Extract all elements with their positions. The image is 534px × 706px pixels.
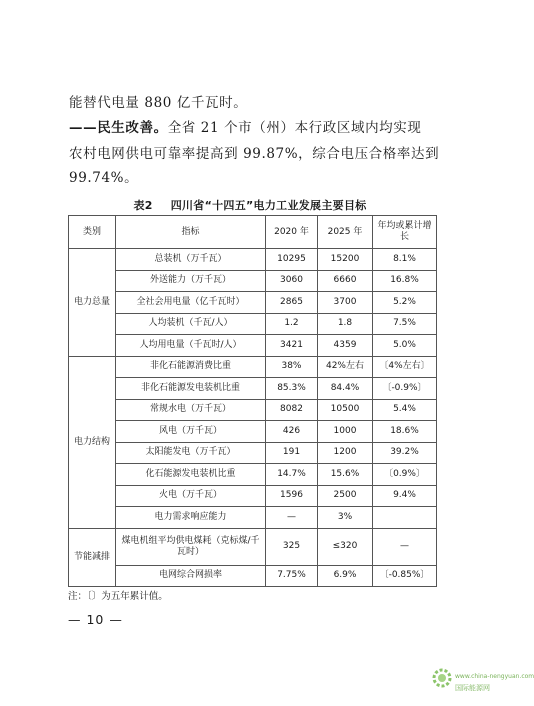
table-row [69,270,437,292]
growth-cell: 5.4% [373,399,437,421]
table-caption-title: 四川省“十四五”电力工业发展主要目标 [170,199,367,212]
table-row [69,335,437,357]
value-2025-cell: 1.8 [318,313,373,335]
growth-cell: 9.4% [373,485,437,507]
value-2025-cell: 3700 [318,292,373,314]
table-row [69,292,437,314]
growth-cell: 〔-0.9%〕 [373,378,437,400]
value-2025-cell: 3% [318,507,373,529]
growth-cell: 16.8% [373,270,437,292]
indicator-cell: 电网综合网损率 [116,565,266,587]
growth-cell: 5.0% [373,335,437,357]
header-2025: 2025 年 [318,216,373,249]
header-indicator: 指标 [116,216,266,249]
watermark-url: www.china-nengyuan.com [455,673,534,680]
category-cell: 电力总量 [69,249,116,357]
value-2025-cell: 1000 [318,421,373,443]
table-row [69,378,437,400]
indicator-cell: 煤电机组平均供电煤耗（克标煤/千瓦时） [116,528,266,565]
value-2025-cell: 1200 [318,442,373,464]
paragraph-line-3: 农村电网供电可靠率提高到 99.87%，综合电压合格率达到 [69,146,440,162]
value-2025-cell: 6660 [318,270,373,292]
paragraph-line-1: 能替代电量 880 亿千瓦时。 [69,95,248,111]
value-2020-cell: 14.7% [266,464,318,486]
paragraph-line-2 [69,118,421,138]
value-2025-cell: 2500 [318,485,373,507]
indicator-cell: 总装机（万千瓦） [116,249,266,271]
value-2025-cell: 15200 [318,249,373,271]
watermark-name: 国际能源网 [455,684,490,692]
indicator-cell: 太阳能发电（万千瓦） [116,442,266,464]
people-livelihood-heading: ——民生改善。 [69,120,168,136]
page-number: — 10 — [68,612,123,627]
indicator-cell: 常规水电（万千瓦） [116,399,266,421]
table-row [69,421,437,443]
growth-cell: 〔0.9%〕 [373,464,437,486]
indicator-cell: 非化石能源发电装机比重 [116,378,266,400]
indicator-cell: 全社会用电量（亿千瓦时） [116,292,266,314]
value-2020-cell: 325 [266,528,318,565]
value-2020-cell: — [266,507,318,529]
indicator-cell: 外送能力（万千瓦） [116,270,266,292]
value-2025-cell: 84.4% [318,378,373,400]
growth-cell: 〔-0.85%〕 [373,565,437,587]
indicator-cell: 非化石能源消费比重 [116,356,266,378]
table-row [69,507,437,529]
value-2020-cell: 38% [266,356,318,378]
table-header-row [69,216,437,249]
table-row [69,399,437,421]
table-row [69,464,437,486]
growth-cell: 5.2% [373,292,437,314]
indicator-cell: 火电（万千瓦） [116,485,266,507]
growth-cell: 8.1% [373,249,437,271]
growth-cell: 7.5% [373,313,437,335]
value-2020-cell: 7.75% [266,565,318,587]
value-2020-cell: 1.2 [266,313,318,335]
value-2025-cell: 15.6% [318,464,373,486]
value-2020-cell: 2865 [266,292,318,314]
indicator-cell: 化石能源发电装机比重 [116,464,266,486]
value-2025-cell: 6.9% [318,565,373,587]
growth-cell: 39.2% [373,442,437,464]
indicator-cell: 人均装机（千瓦/人） [116,313,266,335]
header-growth: 年均或累计增长 [373,216,437,249]
header-2020: 2020 年 [266,216,318,249]
table-row [69,356,437,378]
value-2020-cell: 10295 [266,249,318,271]
value-2025-cell: 42%左右 [318,356,373,378]
table-row [69,565,437,587]
paragraph-line-2-text: 全省 21 个市（州）本行政区域内均实现 [167,120,422,136]
indicator-cell: 风电（万千瓦） [116,421,266,443]
table-row [69,249,437,271]
table-row [69,442,437,464]
table-row [69,485,437,507]
value-2020-cell: 191 [266,442,318,464]
category-cell: 电力结构 [69,356,116,528]
category-cell: 节能减排 [69,528,116,587]
table-caption-number: 表2 [133,199,153,212]
growth-cell: 18.6% [373,421,437,443]
targets-table [68,215,437,587]
header-category: 类别 [69,216,116,249]
table-note: 注：〔〕为五年累计值。 [68,591,168,602]
growth-cell: — [373,528,437,565]
table-caption [0,197,500,213]
value-2020-cell: 426 [266,421,318,443]
table-body [69,249,437,587]
value-2025-cell: ≤320 [318,528,373,565]
indicator-cell: 电力需求响应能力 [116,507,266,529]
value-2020-cell: 3421 [266,335,318,357]
value-2020-cell: 3060 [266,270,318,292]
table-row [69,313,437,335]
value-2020-cell: 8082 [266,399,318,421]
indicator-cell: 人均用电量（千瓦时/人） [116,335,266,357]
growth-cell: 〔4%左右〕 [373,356,437,378]
value-2025-cell: 10500 [318,399,373,421]
paragraph-line-4: 99.74%。 [69,170,139,186]
value-2020-cell: 85.3% [266,378,318,400]
value-2025-cell: 4359 [318,335,373,357]
value-2020-cell: 1596 [266,485,318,507]
table-row [69,528,437,565]
growth-cell [373,507,437,529]
